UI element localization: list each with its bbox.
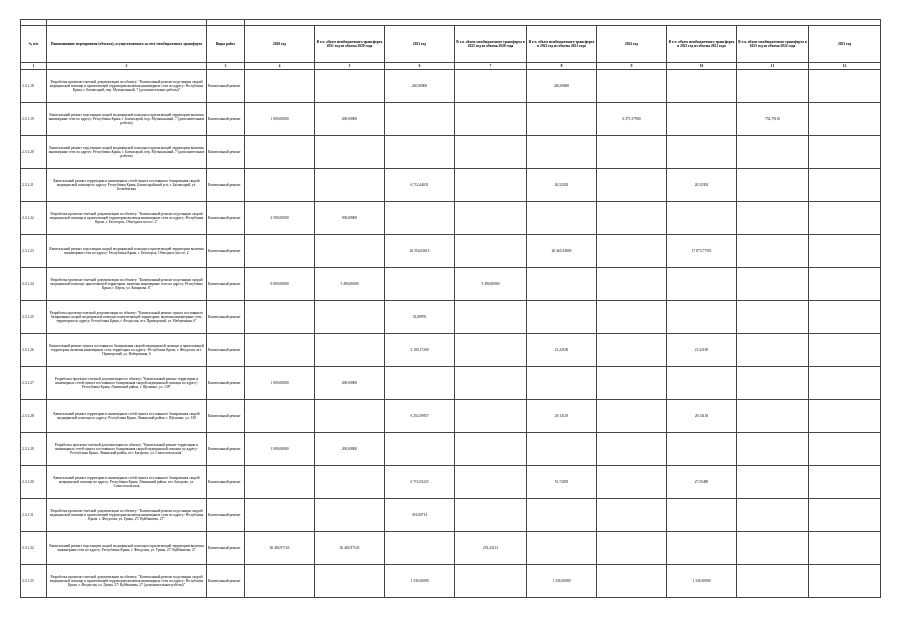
table-row [21, 169, 881, 202]
cell-2020: 1 000,00000 [245, 367, 315, 400]
cell-2023 [809, 367, 881, 400]
cell-incl-2022-from-2021: 51,74505 [527, 466, 597, 499]
cell-2021 [385, 433, 455, 466]
row-work-type: Капитальный ремонт [207, 532, 245, 565]
cell-incl-2021-from-2020: 5 490,00000 [315, 268, 385, 301]
cell-2022 [597, 433, 667, 466]
row-name: Капитальный ремонт подстанции скорой медицинской помощи и прилегающей территории включая инженерные сети по адресу: Республика Крым, г. Феодосия, ул. Грина, 27/ Куйбышева, 27 [47, 532, 207, 565]
row-number: 2.3.1.29 [21, 433, 47, 466]
cell-incl-2021-from-2020: 200,00000 [315, 433, 385, 466]
cell-incl-2022-from-2021: 20,52392 [527, 169, 597, 202]
cell-incl-2022-from-2020 [455, 136, 527, 169]
cell-2023 [809, 466, 881, 499]
table-row [21, 367, 881, 400]
cell-incl-2022-from-2021 [527, 202, 597, 235]
cell-incl-2022-from-2021 [527, 499, 597, 532]
row-work-type: Капитальный ремонт [207, 169, 245, 202]
cell-incl-2023-from-2021 [667, 202, 737, 235]
cell-incl-2022-from-2020: 5 490,00000 [455, 268, 527, 301]
header-incl-2022-from-2021: В т.ч. объем межбюджетного трансферта в 2022 год из объема 2021 года [527, 26, 597, 63]
row-name: Разработка проектно-сметной документации по объекту: "Капитальный ремонт территории и инженерных сетей пункта постоянного базирования скорой медицинской помощи по адресу: Республика Крым, Ленинский район, пгт. Багерово, ул. Севастопольская" [47, 433, 207, 466]
cell-incl-2022-from-2021 [527, 433, 597, 466]
cell-2023 [809, 400, 881, 433]
cell-incl-2023-from-2022 [737, 466, 809, 499]
cell-incl-2023-from-2021 [667, 532, 737, 565]
column-number: 11 [737, 63, 809, 70]
cell-incl-2023-from-2021: 1 336,50000 [667, 565, 737, 598]
cell-incl-2021-from-2020 [315, 334, 385, 367]
table-row [21, 532, 881, 565]
cell-2022 [597, 400, 667, 433]
cell-2021: 6 254,39957 [385, 400, 455, 433]
column-number: 4 [245, 63, 315, 70]
cell-2020 [245, 400, 315, 433]
column-number: 7 [455, 63, 527, 70]
cell-incl-2022-from-2020 [455, 400, 527, 433]
cell-2020 [245, 136, 315, 169]
cell-incl-2023-from-2022 [737, 202, 809, 235]
header-row [21, 26, 881, 63]
cell-2020: 2 500,00000 [245, 202, 315, 235]
table-row [21, 103, 881, 136]
cell-incl-2022-from-2020 [455, 565, 527, 598]
cell-incl-2022-from-2021 [527, 301, 597, 334]
cell-2023 [809, 301, 881, 334]
header-incl-2023-from-2022: В т.ч. объем межбюджетного трансферта в 2023 год из объема 2022 года [737, 26, 809, 63]
cell-2020: 1 000,00000 [245, 103, 315, 136]
row-name: Капитальный ремонт территории и инженерных сетей пункта постоянного базирования скорой медицинской помощи по адресу: Республика Крым, Бахчисарайский р-н, г. Бахчисарай, ул. Бельбекская [47, 169, 207, 202]
table-row [21, 268, 881, 301]
column-number: 10 [667, 63, 737, 70]
row-work-type: Капитальный ремонт [207, 103, 245, 136]
cell-incl-2021-from-2020 [315, 565, 385, 598]
column-number: 1 [21, 63, 47, 70]
row-work-type: Капитальный ремонт [207, 433, 245, 466]
cell-2021 [385, 136, 455, 169]
table-row [21, 565, 881, 598]
cell-incl-2022-from-2020 [455, 334, 527, 367]
table-row [21, 301, 881, 334]
cell-incl-2022-from-2020 [455, 202, 527, 235]
cell-2022 [597, 466, 667, 499]
cell-incl-2023-from-2022 [737, 334, 809, 367]
cell-incl-2023-from-2021 [667, 136, 737, 169]
cell-2022 [597, 367, 667, 400]
cell-incl-2022-from-2021 [527, 532, 597, 565]
cell-2021: 33,08976 [385, 301, 455, 334]
cell-incl-2022-from-2020 [455, 499, 527, 532]
cell-incl-2023-from-2022 [737, 136, 809, 169]
row-work-type: Капитальный ремонт [207, 268, 245, 301]
cell-2020 [245, 334, 315, 367]
row-work-type: Капитальный ремонт [207, 400, 245, 433]
cell-incl-2023-from-2021 [667, 70, 737, 103]
cell-2021 [385, 103, 455, 136]
header-type: Виды работ [207, 26, 245, 63]
row-number: 2.3.1.31 [21, 499, 47, 532]
row-number: 2.3.1.26 [21, 334, 47, 367]
cell-2023 [809, 334, 881, 367]
cell-2021 [385, 202, 455, 235]
table-row [21, 433, 881, 466]
cell-incl-2023-from-2021 [667, 268, 737, 301]
row-number: 2.3.1.18 [21, 70, 47, 103]
cell-incl-2022-from-2021: 240,00000 [527, 70, 597, 103]
cell-incl-2022-from-2020 [455, 367, 527, 400]
header-2023: 2023 год [809, 26, 881, 63]
cell-2023 [809, 235, 881, 268]
cell-incl-2023-from-2022: 754,79110 [737, 103, 809, 136]
row-number: 2.3.1.24 [21, 268, 47, 301]
cell-incl-2021-from-2020: 200,00000 [315, 367, 385, 400]
cell-incl-2023-from-2022 [737, 70, 809, 103]
cell-incl-2022-from-2021 [527, 367, 597, 400]
table-row [21, 202, 881, 235]
cell-2020 [245, 169, 315, 202]
column-number: 5 [315, 63, 385, 70]
cell-incl-2022-from-2020 [455, 433, 527, 466]
cell-incl-2022-from-2021: 26 465,54000 [527, 235, 597, 268]
cell-incl-2021-from-2020 [315, 70, 385, 103]
cell-incl-2022-from-2020 [455, 70, 527, 103]
table-row [21, 400, 881, 433]
column-number: 2 [47, 63, 207, 70]
cell-2021: 2 100,17200 [385, 334, 455, 367]
row-number: 2.3.1.27 [21, 367, 47, 400]
cell-2022 [597, 565, 667, 598]
row-work-type: Капитальный ремонт [207, 202, 245, 235]
column-number: 9 [597, 63, 667, 70]
row-work-type: Капитальный ремонт [207, 235, 245, 268]
cell-incl-2022-from-2020 [455, 169, 527, 202]
cell-2021: 6 712,44031 [385, 169, 455, 202]
cell-incl-2021-from-2020 [315, 301, 385, 334]
cell-2023 [809, 103, 881, 136]
row-name: Капитальный ремонт территории и инженерных сетей пункта постоянного базирования скорой медицинской помощи по адресу: Республика Крым, Ленинский район, пгт. Багерово, ул. Севастопольская [47, 466, 207, 499]
row-name: Капитальный ремонт подстанции скорой медицинской помощи и прилегающей территории включая инженерные сети по адресу: Республика Крым, г. Бахчисарай, пер. Музыкальный, 7 (дополнительные работы) [47, 103, 207, 136]
table-row [21, 70, 881, 103]
cell-incl-2023-from-2021: 27,55489 [667, 466, 737, 499]
cell-2022 [597, 202, 667, 235]
cell-2021: 26 554,63613 [385, 235, 455, 268]
table-row [21, 466, 881, 499]
cell-2023 [809, 202, 881, 235]
cell-2021 [385, 268, 455, 301]
row-work-type: Капитальный ремонт [207, 136, 245, 169]
row-number: 2.3.1.25 [21, 301, 47, 334]
cell-incl-2022-from-2020: 253,34112 [455, 532, 527, 565]
cell-incl-2021-from-2020 [315, 136, 385, 169]
cell-incl-2022-from-2021: 1 336,50000 [527, 565, 597, 598]
cell-incl-2023-from-2021 [667, 103, 737, 136]
cell-2020: 26 482,97143 [245, 532, 315, 565]
cell-incl-2022-from-2020 [455, 466, 527, 499]
cell-incl-2023-from-2021 [667, 433, 737, 466]
cell-2021: 1 336,50000 [385, 565, 455, 598]
cell-incl-2023-from-2022 [737, 532, 809, 565]
row-name: Разработка проектно-сметной документации по объекту: "Капитальный ремонт подстанции скорой медицинской помощи и прилегающей территории включая инженерные сети по адресу: Республика Крым, г. Белогорск, Объездное шоссе, 2" [47, 202, 207, 235]
budget-table [20, 19, 881, 598]
row-number: 2.3.1.33 [21, 565, 47, 598]
row-work-type: Капитальный ремонт [207, 334, 245, 367]
cell-2022 [597, 301, 667, 334]
cell-incl-2021-from-2020: 26 482,97143 [315, 532, 385, 565]
table-body [21, 70, 881, 598]
row-number: 2.3.1.19 [21, 103, 47, 136]
cell-2023 [809, 433, 881, 466]
header-num: № п/п [21, 26, 47, 63]
cell-2022 [597, 499, 667, 532]
cell-incl-2023-from-2022 [737, 499, 809, 532]
cell-2023 [809, 532, 881, 565]
cell-incl-2022-from-2021: 21,22100 [527, 334, 597, 367]
row-work-type: Капитальный ремонт [207, 367, 245, 400]
cell-2021: 391,60714 [385, 499, 455, 532]
row-name: Разработка проектно-сметной документации по объекту: "Капитальный ремонт территории и инженерных сетей пункта постоянного базирования скорой медицинской помощи по адресу: Республика Крым, Ленинский район, г. Щелкино, ул. 138" [47, 367, 207, 400]
cell-incl-2023-from-2021 [667, 301, 737, 334]
cell-2022 [597, 532, 667, 565]
cell-incl-2021-from-2020 [315, 400, 385, 433]
cell-incl-2021-from-2020 [315, 499, 385, 532]
column-number: 12 [809, 63, 881, 70]
cell-incl-2023-from-2022 [737, 301, 809, 334]
column-number-row [21, 63, 881, 70]
cell-2020 [245, 565, 315, 598]
cell-2020: 1 000,00000 [245, 433, 315, 466]
cell-incl-2021-from-2020 [315, 235, 385, 268]
column-number: 6 [385, 63, 455, 70]
cell-2022 [597, 235, 667, 268]
cell-incl-2021-from-2020 [315, 466, 385, 499]
header-2020: 2020 год [245, 26, 315, 63]
cell-incl-2023-from-2022 [737, 235, 809, 268]
cell-2023 [809, 70, 881, 103]
cell-2022 [597, 136, 667, 169]
cell-2020: 9 000,00000 [245, 268, 315, 301]
cell-2020 [245, 70, 315, 103]
column-number: 3 [207, 63, 245, 70]
cell-incl-2023-from-2021 [667, 367, 737, 400]
header-2021: 2021 год [385, 26, 455, 63]
row-name: Разработка проектно-сметной документации по объекту: "Капитальный ремонт подстанции скорой медицинской помощи и прилегающей территории включая инженерные сети по адресу: Республика Крым, г. Бахчисарай, пер. Музыкальный, 7 (дополнительные работы)" [47, 70, 207, 103]
cell-2023 [809, 565, 881, 598]
cell-incl-2023-from-2022 [737, 565, 809, 598]
cell-2021: 240,00000 [385, 70, 455, 103]
cell-2023 [809, 499, 881, 532]
cell-2023 [809, 169, 881, 202]
row-name: Разработка проектно-сметной документации по объекту: "Капитальный ремонт подстанции скорой медицинской помощи и прилегающей территории включая инженерные сети по адресу: Республика Крым, г. Феодосия, ул. Грина, 27/ Куйбышева, 27" [47, 499, 207, 532]
row-work-type: Капитальный ремонт [207, 70, 245, 103]
cell-2021: 6 715,55225 [385, 466, 455, 499]
row-work-type: Капитальный ремонт [207, 301, 245, 334]
row-name: Разработка проектно-сметной документации по объекту: "Капитальный ремонт подстанции скорой медицинской помощи и прилегающей территории включая инженерные сети по адресу: Республика Крым, г. Феодосия, ул. Грина, 27/ Куйбышева, 27 (дополнительные работы)" [47, 565, 207, 598]
cell-incl-2021-from-2020: 200,00000 [315, 103, 385, 136]
cell-2020 [245, 235, 315, 268]
row-number: 2.3.1.30 [21, 466, 47, 499]
cell-incl-2021-from-2020: 500,00000 [315, 202, 385, 235]
cell-incl-2022-from-2020 [455, 301, 527, 334]
table-row [21, 235, 881, 268]
row-name: Капитальный ремонт подстанции скорой медицинской помощи и прилегающей территории включая инженерные сети по адресу: Республика Крым, г. Белогорск, Объездное шоссе, 2 [47, 235, 207, 268]
row-name: Капитальный ремонт территории и инженерных сетей пункта постоянного базирования скорой медицинской помощи по адресу: Республика Крым, Ленинский район, г. Щелкино, ул. 138 [47, 400, 207, 433]
row-number: 2.3.1.32 [21, 532, 47, 565]
header-name: Наименование мероприятия (объекта), осуществляемого за счет межбюджетного трансферта [47, 26, 207, 63]
cell-2020 [245, 466, 315, 499]
table-row [21, 499, 881, 532]
cell-2020 [245, 301, 315, 334]
cell-2021 [385, 367, 455, 400]
cell-incl-2023-from-2021: 20,52392 [667, 169, 737, 202]
cell-2020 [245, 499, 315, 532]
row-work-type: Капитальный ремонт [207, 499, 245, 532]
cell-2022 [597, 169, 667, 202]
row-number: 2.3.1.23 [21, 235, 47, 268]
cell-2022 [597, 268, 667, 301]
cell-2021 [385, 532, 455, 565]
cell-incl-2023-from-2022 [737, 169, 809, 202]
row-work-type: Капитальный ремонт [207, 565, 245, 598]
table-row [21, 334, 881, 367]
row-number: 2.3.1.28 [21, 400, 47, 433]
cell-incl-2023-from-2021 [667, 499, 737, 532]
row-number: 2.3.1.20 [21, 136, 47, 169]
header-incl-2022-from-2020: В т.ч. объем межбюджетного трансферта в 2022 год из объема 2020 года [455, 26, 527, 63]
header-incl-2023-from-2021: В т.ч. объем межбюджетного трансферта в 2023 год из объема 2021 года [667, 26, 737, 63]
cell-incl-2022-from-2020 [455, 235, 527, 268]
row-number: 2.3.1.21 [21, 169, 47, 202]
row-name: Капитальный ремонт подстанции скорой медицинской помощи и прилегающей территории включая инженерные сети по адресу: Республика Крым, г. Бахчисарай, пер. Музыкальный, 7 (дополнительные работы) [47, 136, 207, 169]
cell-incl-2023-from-2022 [737, 400, 809, 433]
cell-2022 [597, 70, 667, 103]
table-row [21, 136, 881, 169]
cell-incl-2022-from-2021: 29,14118 [527, 400, 597, 433]
cell-incl-2023-from-2021: 17 873,77591 [667, 235, 737, 268]
cell-incl-2023-from-2022 [737, 268, 809, 301]
row-work-type: Капитальный ремонт [207, 466, 245, 499]
column-number: 8 [527, 63, 597, 70]
cell-incl-2022-from-2021 [527, 136, 597, 169]
cell-2022 [597, 334, 667, 367]
cell-incl-2023-from-2021: 29,14118 [667, 400, 737, 433]
cell-2022: 6 371,57900 [597, 103, 667, 136]
cell-incl-2022-from-2020 [455, 103, 527, 136]
row-name: Капитальный ремонт пункта постоянного базирования скорой медицинской помощи и прилегающей территории, включая инженерные сети, территория по адресу: Республика Крым, г. Феодосия, пгт. Приморский, ул. Набережная, 6 [47, 334, 207, 367]
cell-incl-2023-from-2021: 21,22100 [667, 334, 737, 367]
header-incl-2021-from-2020: В т.ч. объем межбюджетного трансферта 2021 год из объема 2020 года [315, 26, 385, 63]
header-2022: 2022 год [597, 26, 667, 63]
cell-incl-2021-from-2020 [315, 169, 385, 202]
cell-incl-2022-from-2021 [527, 103, 597, 136]
cell-incl-2023-from-2022 [737, 433, 809, 466]
row-name: Разработка проектно-сметной документации по объекту: "Капитальный ремонт подстанции скорой медицинской помощи, прилегающей территории, включая инженерные сети по адресу: Республика Крым, г. Керчь, ул. Комарова, 6" [47, 268, 207, 301]
row-name: Разработка проектно-сметной документации по объекту: "Капитальный ремонт пункта постоянного базирования скорой медицинской помощи и прилегающей территории, включая инженерные сети, территория по адресу: Республика Крым, г. Феодосия, пгт. Приморский, ул. Набережная, 6" [47, 301, 207, 334]
cell-incl-2023-from-2022 [737, 367, 809, 400]
row-number: 2.3.1.22 [21, 202, 47, 235]
cell-2023 [809, 268, 881, 301]
cell-incl-2022-from-2021 [527, 268, 597, 301]
cell-2023 [809, 136, 881, 169]
